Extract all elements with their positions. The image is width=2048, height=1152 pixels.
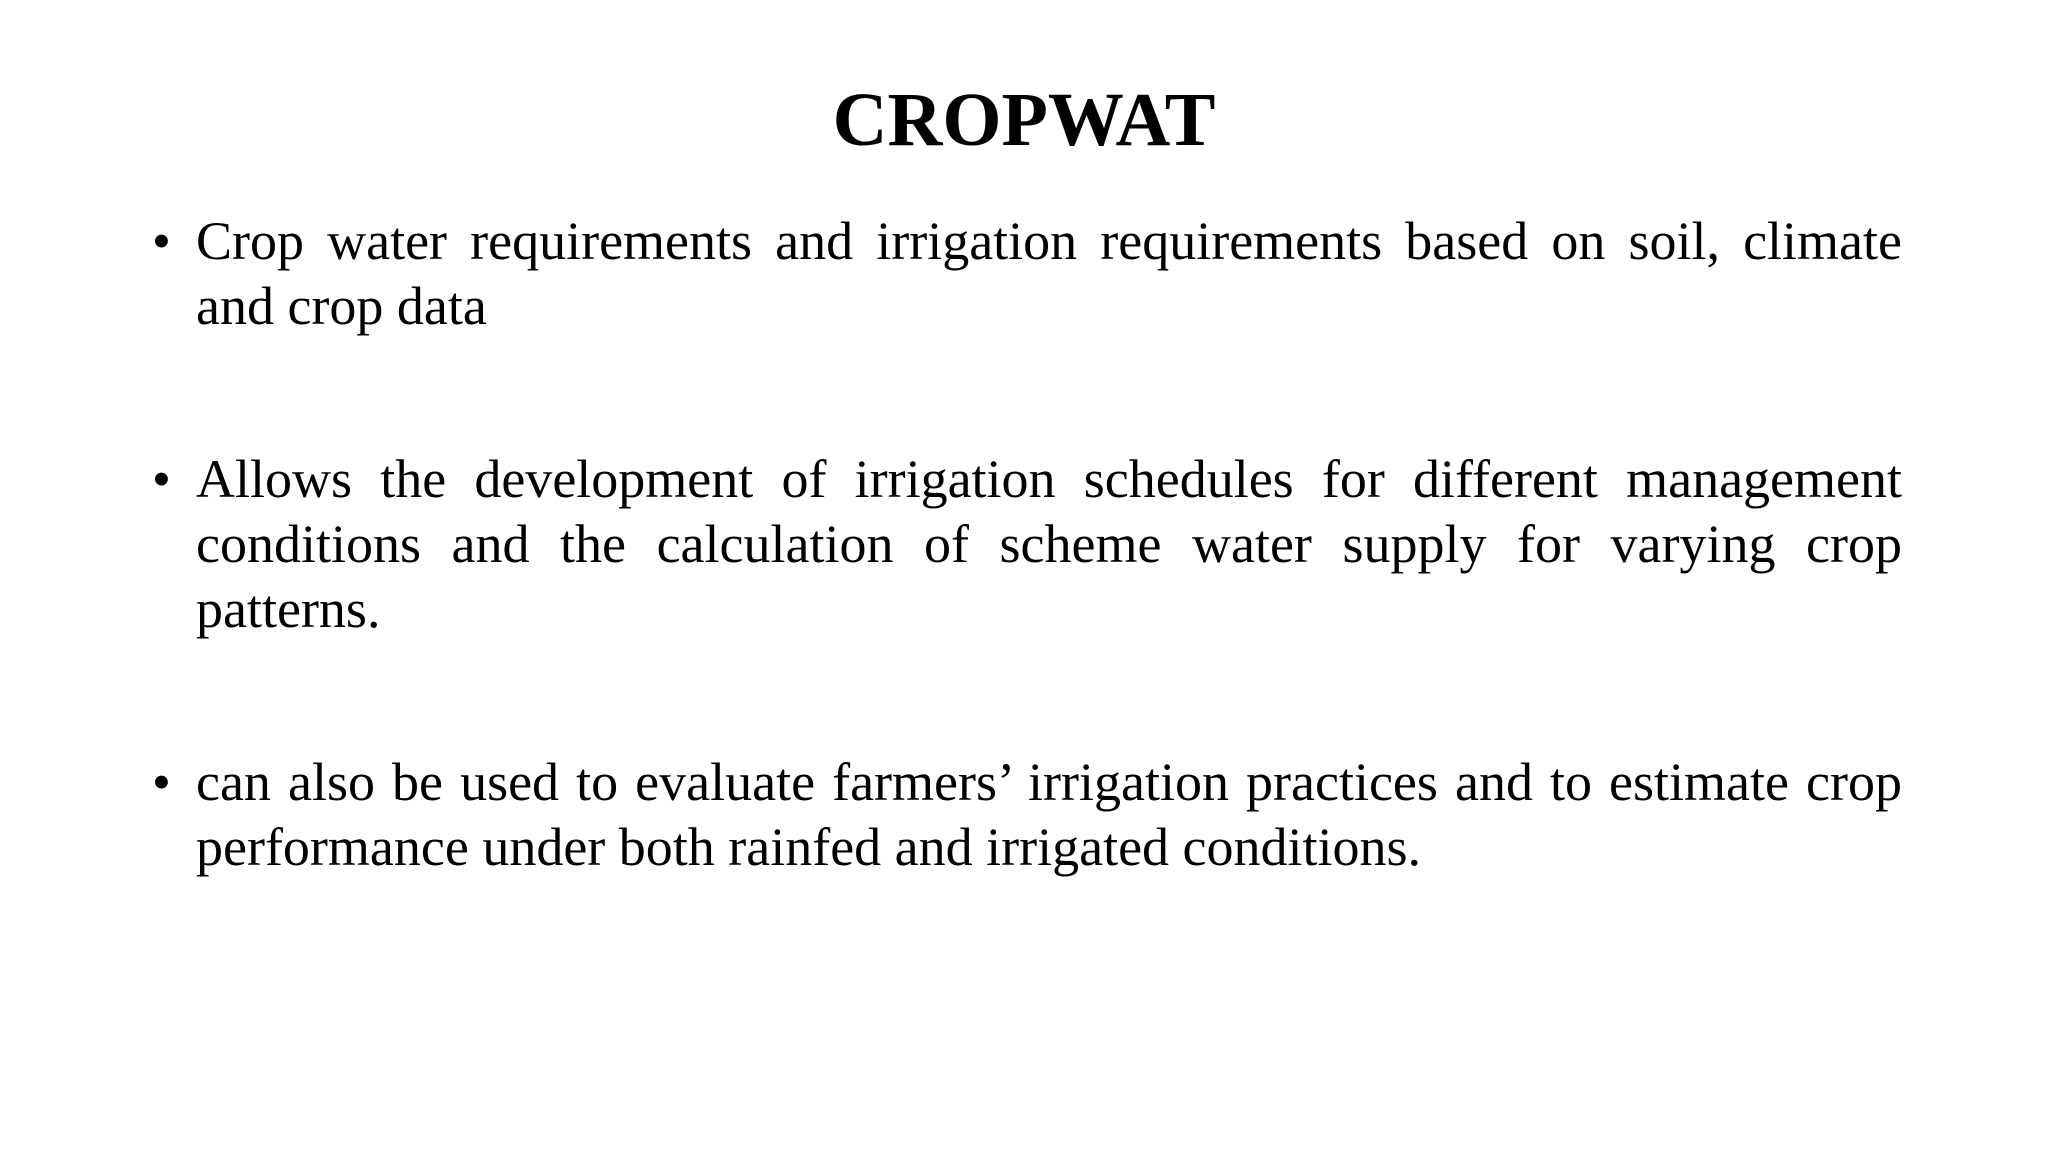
bullet-item-3 bbox=[152, 750, 1902, 880]
bullet-text-1: Crop water requirements and irrigation requirements based on soil, climate and crop data bbox=[196, 211, 1902, 336]
bullet-icon: • bbox=[152, 752, 171, 812]
bullet-text-3: can also be used to evaluate farmers’ irrigation practices and to estimate crop performance under both rainfed and irrigated conditions. bbox=[196, 752, 1902, 877]
bullet-list bbox=[152, 209, 1902, 880]
bullet-item-1 bbox=[152, 209, 1902, 339]
bullet-icon: • bbox=[152, 211, 171, 271]
slide-title: CROPWAT bbox=[832, 78, 1216, 162]
bullet-text-2: Allows the development of irrigation schedules for different management conditions and the calculation of scheme water supply for varying crop patterns. bbox=[196, 449, 1902, 639]
bullet-item-2 bbox=[152, 447, 1902, 642]
bullet-icon: • bbox=[152, 449, 171, 509]
